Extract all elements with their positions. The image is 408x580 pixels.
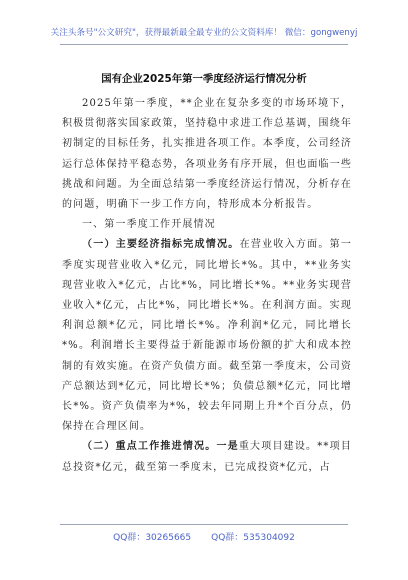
footer-divider	[60, 524, 348, 525]
subsection-heading-2: （二）重点工作推进情况。	[82, 441, 217, 453]
subsection-heading-1: （一）主要经济指标完成情况。	[82, 239, 240, 251]
subsection-paragraph-2	[62, 437, 352, 477]
header-notice: 关注头条号"公文研究"，获得最新最全最专业的公文资料库！ 微信：gongwenyj	[50, 28, 358, 38]
subsection-lead-2: 一是	[216, 441, 239, 453]
document-title: 国有企业2025年第一季度经济运行情况分析	[101, 73, 307, 85]
subsection-text-2: 重大项目建设。**项目总投资*亿元，截至第一季度末，已完成投资*亿元，占	[62, 441, 352, 473]
document-body	[62, 94, 352, 478]
header-divider	[60, 44, 348, 45]
section-heading: 一、第一季度工作开展情况	[82, 219, 216, 231]
footer-qq-group-1: QQ群：30265665	[113, 533, 192, 543]
footer-qq-group-2: QQ群：535304092	[211, 533, 295, 543]
intro-paragraph: 2025年第一季度，**企业在复杂多变的市场环境下，积极贯彻落实国家政策，坚持稳中求进工作总基调，围绕年初制定的目标任务，扎实推进各项工作。本季度，公司经济运行总体保持平稳态势，各项业务有序开展，但也面临一些挑战和问题。为全面总结第一季度经济运行情况，分析存在的问题，明确下一步工作方向，特形成本分析报告。	[62, 98, 352, 211]
subsection-text-1: 在营业收入方面。第一季度实现营业收入*亿元，同比增长*%。其中，**业务实现营业收入*亿元，占比*%，同比增长*%。**业务实现营业收入*亿元，占比*%，同比增长*%。在利润方面。实现利润总额*亿元，同比增长*%。净利润*亿元，同比增长*%。利润增长主要得益于新能源市场份额的扩大和成本控制的有效实施。在资产负债方面。截至第一季度末，公司资产总额达到*亿元，同比增长*%；负债总额*亿元，同比增长*%。资产负债率为*%，较去年同期上升*个百分点，仍保持在合理区间。	[62, 239, 352, 433]
footer	[0, 530, 408, 543]
subsection-paragraph-1	[62, 235, 352, 437]
